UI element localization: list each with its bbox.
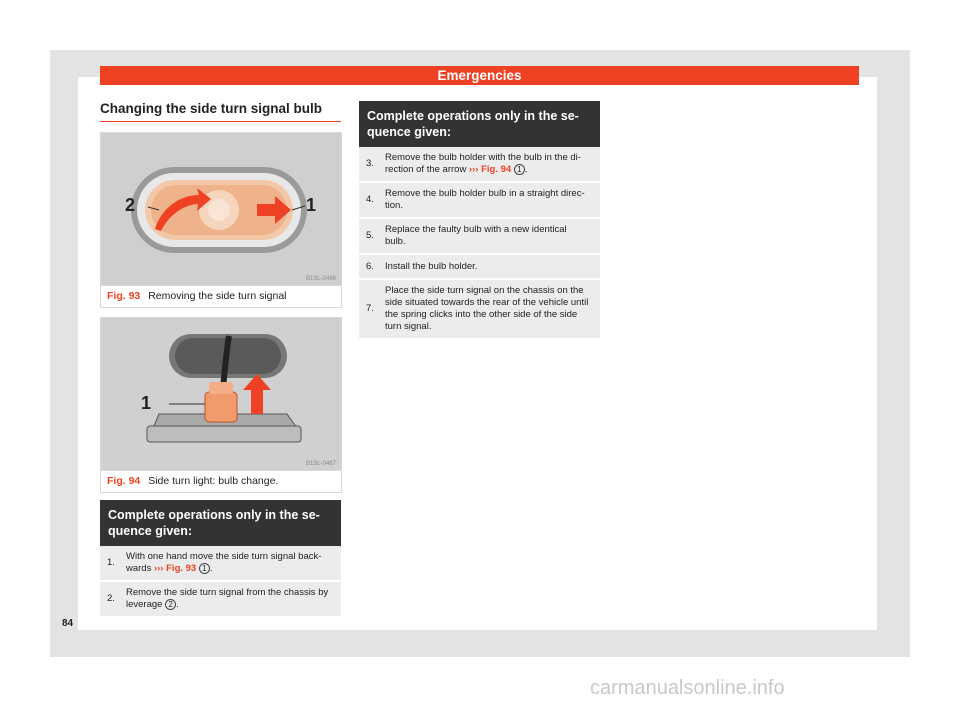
watermark: carmanualsonline.info xyxy=(590,677,785,699)
figure-code: B1SL-0467 xyxy=(305,461,336,467)
figure-94-image xyxy=(101,318,341,470)
step-row xyxy=(359,183,600,219)
step-row xyxy=(359,147,600,183)
steps-table-right xyxy=(359,101,600,340)
step-number: 4. xyxy=(366,194,374,205)
callout-circle: 2 xyxy=(165,599,176,610)
steps-table-left xyxy=(100,500,341,618)
figure-caption-text: Side turn light: bulb change. xyxy=(148,475,279,487)
callout-1: 1 xyxy=(306,195,317,215)
bulb-holder-illustration xyxy=(101,318,341,470)
step-number: 2. xyxy=(107,593,115,604)
step-row xyxy=(359,280,600,340)
figure-code: B1SL-0466 xyxy=(305,276,336,282)
figure-label: Fig. 94 xyxy=(107,475,141,487)
turn-signal-illustration xyxy=(101,133,341,285)
step-number: 7. xyxy=(366,303,374,314)
step-row xyxy=(100,546,341,582)
steps-heading: Complete operations only in the se- quence given: xyxy=(359,101,600,147)
figure-caption xyxy=(101,285,341,307)
step-row xyxy=(359,219,600,255)
step-number: 3. xyxy=(366,158,374,169)
step-number: 1. xyxy=(107,557,115,568)
step-text: Install the bulb holder. xyxy=(385,260,478,272)
figure-94 xyxy=(100,317,342,493)
step-text: Place the side turn signal on the chassis on the side situated towards the rear of the vehicle until the spring clicks into the other side of the side turn signal. xyxy=(385,285,589,332)
callout-circle: 1 xyxy=(199,563,210,574)
step-text: Replace the faulty bulb with a new identical bulb. xyxy=(385,224,567,247)
page-number: 84 xyxy=(62,618,74,629)
figure-93 xyxy=(100,132,342,308)
step-number: 6. xyxy=(366,260,374,272)
figure-label: Fig. 93 xyxy=(107,290,141,302)
callout-2: 2 xyxy=(125,195,136,215)
reference-link[interactable]: ››› Fig. 94 xyxy=(468,164,512,176)
step-text: Remove the side turn signal from the chassis by leverage 2 . xyxy=(126,587,329,611)
header-title: Emergencies xyxy=(437,68,522,83)
header-bar xyxy=(100,66,859,85)
steps-heading: Complete operations only in the se- quence given: xyxy=(100,500,341,546)
section-title: Changing the side turn signal bulb xyxy=(100,101,341,122)
step-row xyxy=(100,582,341,618)
step-text: With one hand move the side turn signal back- wards ››› Fig. 93 1 . xyxy=(126,551,322,575)
figure-caption-text: Removing the side turn signal xyxy=(148,290,287,302)
figure-caption xyxy=(101,470,341,492)
reference-link[interactable]: ››› Fig. 93 xyxy=(153,563,197,575)
step-number: 5. xyxy=(366,230,374,241)
callout-circle: 1 xyxy=(514,164,525,175)
step-text: Remove the bulb holder with the bulb in the di- rection of the arrow ››› Fig. 94 1 . xyxy=(385,152,581,176)
step-row xyxy=(359,255,600,280)
figure-93-image xyxy=(101,133,341,285)
step-text: Remove the bulb holder bulb in a straight direc- tion. xyxy=(385,188,585,211)
callout-1: 1 xyxy=(141,393,152,413)
